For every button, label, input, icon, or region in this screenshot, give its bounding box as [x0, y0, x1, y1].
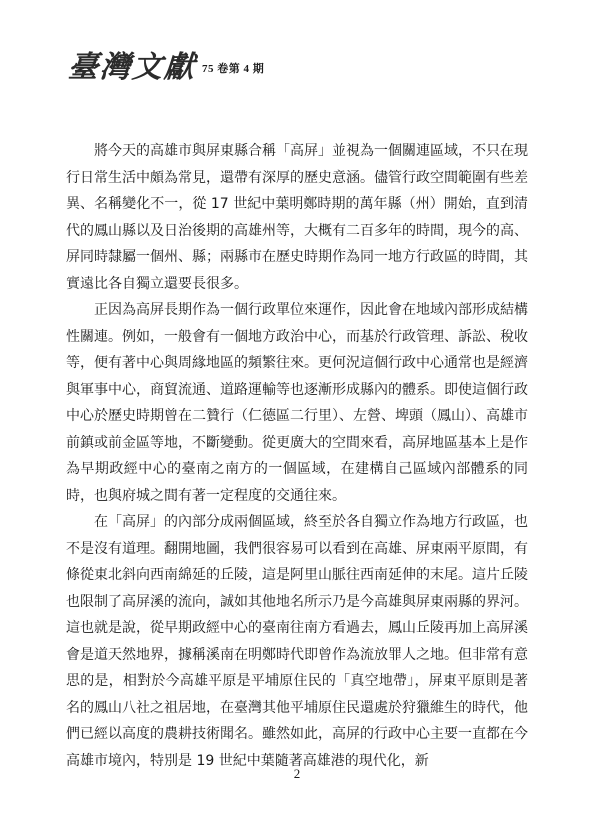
page-header	[68, 48, 264, 88]
issue-label: 75 卷第 4 期	[202, 63, 265, 75]
article-body	[66, 138, 528, 774]
paragraph: 將今天的高雄市與屏東縣合稱「高屏」並視為一個關連區域，不只在現行日常生活中頗為常見，還帶有深厚的歷史意涵。儘管行政空間範圍有些差異、名稱變化不一，從 17 世紀中葉明鄭時期的萬年縣（州）開始，直到清代的鳳山縣以及日治後期的高雄州等，大概有二百多年的時間，現今的高、屏同時隸屬一個州、縣；兩縣市在歷史時期作為同一地方行政區的時間，其實遠比各自獨立還要長很多。	[66, 143, 528, 292]
paragraph: 正因為高屏長期作為一個行政單位來運作，因此會在地域內部形成結構性關連。例如，一般會有一個地方政治中心，而基於行政管理、訴訟、稅收等，便有著中心與周緣地區的頻繁往來。更何況這個行政中心通常也是經濟與軍事中心，商貿流通、道路運輸等也逐漸形成縣內的體系。即使這個行政中心於歷史時期曾在二贊行（仁德區二行里）、左營、埤頭（鳳山）、高雄市前鎮或前金區等地，不斷變動。從更廣大的空間來看，高屏地區基本上是作為早期政經中心的臺南之南方的一個區域，在建構自己區域內部體系的同時，也與府城之間有著一定程度的交通往來。	[66, 302, 528, 504]
page-number: 2	[293, 766, 301, 781]
paragraph: 在「高屏」的內部分成兩個區域，終至於各自獨立作為地方行政區，也不是沒有道理。翻開地圖，我們很容易可以看到在高雄、屏東兩平原間，有條從東北斜向西南綿延的丘陵，這是阿里山脈往西南延伸的末尾。這片丘陵也限制了高屏溪的流向，誠如其他地名所示乃是今高雄與屏東兩縣的界河。這也就是說，從早期政經中心的臺南往南方看過去，鳳山丘陵再加上高屏溪會是道天然地界，據稱溪南在明鄭時代即曾作為流放罪人之地。但非常有意思的是，相對於今高雄平原是平埔原住民的「真空地帶」，屏東平原則是著名的鳳山八社之祖居地，在臺灣其他平埔原住民還處於狩獵維生的時代，他們已經以高度的農耕技術聞名。雖然如此，高屏的行政中心主要一直都在今高雄市境內，特別是 19 世紀中葉隨著高雄港的現代化，新	[66, 514, 528, 769]
journal-title: 臺灣文獻	[66, 50, 198, 85]
